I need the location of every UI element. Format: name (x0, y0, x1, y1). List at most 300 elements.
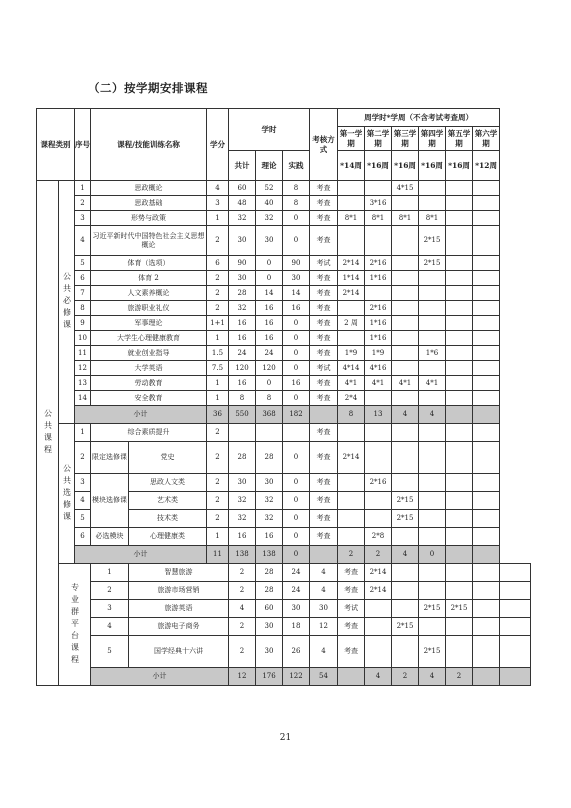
cell-semester-5 (446, 271, 473, 286)
table-row (37, 474, 531, 492)
cell-semester-3: 4 (419, 668, 446, 686)
cell-semester-4: 8*1 (419, 211, 446, 226)
cell-course-name: 劳动教育 (91, 376, 207, 391)
cell-semester-5 (446, 196, 473, 211)
semester-6-weeks: *12周 (473, 151, 500, 181)
cell-semester-6 (473, 181, 500, 196)
cell-practice: 4 (310, 636, 338, 668)
cell-credit: 2 (229, 564, 256, 582)
cell-theory: 32 (256, 492, 283, 510)
semester-5-label: 第五学期 (446, 127, 473, 151)
cell-course-name: 思政基础 (91, 196, 207, 211)
semester-6-label: 第六学期 (473, 127, 500, 151)
cell-exam: 考查 (310, 492, 338, 510)
cell-semester-4 (419, 196, 446, 211)
table-row (37, 181, 531, 196)
cell-semester-5 (446, 316, 473, 331)
cell-exam: 考查 (310, 442, 338, 474)
cell-course-name: 旅游电子商务 (129, 618, 229, 636)
cell-semester-3 (392, 331, 419, 346)
cell-total: 60 (229, 181, 256, 196)
table-row (37, 301, 531, 316)
cell-practice: 12 (310, 618, 338, 636)
cell-no: 6 (75, 528, 91, 546)
cell-total: 48 (229, 196, 256, 211)
cell-theory: 30 (283, 600, 310, 618)
cell-credit: 6 (207, 256, 229, 271)
cell-practice: 0 (283, 474, 310, 492)
cell-course-name: 军事理论 (91, 316, 207, 331)
cell-practice: 0 (283, 361, 310, 376)
cell-semester-3: 4*1 (392, 376, 419, 391)
cell-credit: 1+1 (207, 316, 229, 331)
cell-course-name: 技术类 (129, 510, 207, 528)
cell-no: 1 (91, 564, 129, 582)
cell-practice: 8 (283, 196, 310, 211)
table-row (37, 316, 531, 331)
cell-credit: 2 (207, 271, 229, 286)
cell-semester-3 (392, 528, 419, 546)
group-platform-courses: 专业群平台课程 (59, 564, 91, 686)
cell-practice: 0 (283, 510, 310, 528)
cell-semester-4: 4*1 (419, 376, 446, 391)
cell-semester-5 (446, 528, 473, 546)
cell-total: 138 (229, 546, 256, 564)
cell-theory: 52 (256, 181, 283, 196)
cell-exam: 考试 (338, 600, 365, 618)
cell-semester-6 (473, 271, 500, 286)
cell-total: 16 (229, 331, 256, 346)
cell-semester-6 (473, 391, 500, 406)
cell-semester-3 (392, 286, 419, 301)
cell-semester-6 (473, 546, 500, 564)
cell-exam: 考试 (310, 256, 338, 271)
cell-course-name: 形势与政策 (91, 211, 207, 226)
cell-theory: 32 (256, 211, 283, 226)
cell-theory: 28 (256, 442, 283, 474)
cell-practice: 0 (283, 442, 310, 474)
cell-credit: 1 (207, 391, 229, 406)
cell-practice: 54 (310, 668, 338, 686)
cell-semester-2 (392, 582, 419, 600)
cell-course-name: 习近平新时代中国特色社会主义思想概论 (91, 226, 207, 256)
cell-semester-5 (446, 226, 473, 256)
cell-exam: 考查 (310, 346, 338, 361)
cell-semester-1 (365, 600, 392, 618)
cell-semester-3: 4 (392, 546, 419, 564)
cell-credit: 2 (229, 582, 256, 600)
cell-no: 13 (75, 376, 91, 391)
cell-credit: 2 (207, 492, 229, 510)
table-row (37, 391, 531, 406)
cell-semester-6 (473, 528, 500, 546)
cell-semester-1 (365, 618, 392, 636)
cell-theory: 16 (256, 301, 283, 316)
cell-total: 32 (229, 211, 256, 226)
cell-total: 28 (256, 582, 283, 600)
cell-semester-2: 1*16 (365, 271, 392, 286)
cell-practice: 0 (283, 331, 310, 346)
cell-no: 1 (75, 424, 91, 442)
cell-semester-1 (338, 492, 365, 510)
cell-course-name: 党史 (129, 442, 207, 474)
cell-semester-6 (473, 331, 500, 346)
table-row (37, 211, 531, 226)
cell-practice: 0 (283, 346, 310, 361)
cell-semester-5 (446, 424, 473, 442)
cell-semester-6 (473, 492, 500, 510)
header-hours: 学时 (229, 109, 310, 151)
cell-semester-4: 2*15 (419, 256, 446, 271)
cell-semester-5 (446, 474, 473, 492)
cell-no: 4 (75, 226, 91, 256)
semester-3-weeks: *16周 (392, 151, 419, 181)
cell-theory: 0 (256, 271, 283, 286)
cell-semester-3 (392, 424, 419, 442)
cell-total: 16 (229, 376, 256, 391)
cell-semester-4 (419, 316, 446, 331)
cell-credit: 4 (207, 181, 229, 196)
header-category: 课程类别 (37, 109, 75, 181)
cell-total: 24 (229, 346, 256, 361)
section-title: （二）按学期安排课程 (88, 81, 208, 95)
subtotal-label: 小计 (75, 546, 207, 564)
cell-semester-2: 2*16 (365, 474, 392, 492)
cell-credit: 11 (207, 546, 229, 564)
cell-credit: 2 (229, 636, 256, 668)
cell-semester-1: 2*14 (365, 564, 392, 582)
cell-semester-6 (473, 211, 500, 226)
cell-semester-5 (446, 391, 473, 406)
header-hours-total: 共计 (229, 151, 256, 181)
cell-semester-2: 4*1 (365, 376, 392, 391)
cell-no: 11 (75, 346, 91, 361)
cell-semester-3: 2*15 (419, 636, 446, 668)
cell-course-name: 体育 2 (91, 271, 207, 286)
cell-semester-3 (392, 226, 419, 256)
cell-semester-2 (365, 226, 392, 256)
table-row (37, 442, 531, 474)
cell-semester-1 (338, 181, 365, 196)
cell-course-name: 就业创业指导 (91, 346, 207, 361)
cell-course-name: 旅游英语 (129, 600, 229, 618)
cell-practice: 16 (283, 301, 310, 316)
semester-1-label: 第一学期 (338, 127, 365, 151)
cell-total: 8 (229, 391, 256, 406)
cell-credit: 3 (207, 196, 229, 211)
cell-no: 6 (75, 271, 91, 286)
cell-semester-2 (365, 510, 392, 528)
cell-theory: 16 (256, 528, 283, 546)
cell-semester-6 (473, 226, 500, 256)
cell-credit: 2 (207, 301, 229, 316)
cell-practice: 14 (283, 286, 310, 301)
cell-course-name: 心理健康类 (129, 528, 207, 546)
cell-semester-3 (392, 271, 419, 286)
cell-no: 10 (75, 331, 91, 346)
table-row (37, 331, 531, 346)
cell-semester-3 (392, 316, 419, 331)
cell-semester-5 (446, 546, 473, 564)
cell-theory: 368 (256, 406, 283, 424)
cell-exam: 考查 (338, 618, 365, 636)
cell-semester-1 (338, 226, 365, 256)
cell-semester-4: 0 (419, 546, 446, 564)
cell-exam: 考查 (310, 528, 338, 546)
cell-practice: 30 (283, 271, 310, 286)
cell-semester-4 (419, 510, 446, 528)
cell-semester-3 (392, 474, 419, 492)
cell-semester-2 (392, 636, 419, 668)
cell-semester-3 (419, 618, 446, 636)
cell-total: 28 (229, 442, 256, 474)
cell-exam: 考查 (338, 564, 365, 582)
cell-semester-2: 2 (365, 546, 392, 564)
subgroup-limited-elective: 限定选修课 (91, 442, 129, 474)
cell-semester-5 (473, 600, 500, 618)
cell-total: 32 (229, 510, 256, 528)
cell-semester-4: 1*6 (419, 346, 446, 361)
cell-semester-6 (500, 564, 531, 582)
cell-exam: 考查 (310, 474, 338, 492)
cell-no: 9 (75, 316, 91, 331)
cell-semester-4: 4 (419, 406, 446, 424)
cell-semester-2: 1*9 (365, 346, 392, 361)
semester-2-weeks: *16周 (365, 151, 392, 181)
semester-4-label: 第四学期 (419, 127, 446, 151)
group-public-elective: 公共选修课 (59, 424, 75, 564)
cell-semester-1 (338, 474, 365, 492)
cell-semester-1 (338, 510, 365, 528)
header-hours-theory: 理论 (256, 151, 283, 181)
header-weekly: 周学时*学周（不含考试考查周） (338, 109, 500, 127)
cell-course-name: 艺术类 (129, 492, 207, 510)
cell-semester-1: 4*14 (338, 361, 365, 376)
cell-semester-3 (392, 346, 419, 361)
cell-course-name: 国学经典十六讲 (129, 636, 229, 668)
cell-no: 5 (75, 510, 91, 528)
cell-theory: 40 (256, 196, 283, 211)
cell-credit: 2 (207, 424, 229, 442)
cell-exam: 考查 (338, 582, 365, 600)
cell-semester-2: 13 (365, 406, 392, 424)
semester-5-weeks: *16周 (446, 151, 473, 181)
cell-theory: 138 (256, 546, 283, 564)
cell-semester-3: 8*1 (392, 211, 419, 226)
cell-no: 14 (75, 391, 91, 406)
cell-semester-1: 2*14 (338, 256, 365, 271)
cell-theory: 18 (283, 618, 310, 636)
cell-total: 90 (229, 256, 256, 271)
semester-1-weeks: *14周 (338, 151, 365, 181)
cell-total: 30 (256, 618, 283, 636)
subgroup-mandatory-module: 必选模块 (91, 528, 129, 546)
cell-semester-4 (419, 181, 446, 196)
cell-practice: 0 (283, 492, 310, 510)
cell-semester-6 (473, 474, 500, 492)
cell-theory: 32 (256, 510, 283, 528)
cell-semester-5 (446, 211, 473, 226)
cell-practice: 30 (310, 600, 338, 618)
table-row (37, 564, 531, 582)
cell-semester-4 (419, 424, 446, 442)
page-number: 21 (279, 733, 292, 743)
cell-exam: 考查 (310, 510, 338, 528)
cell-semester-2: 8*1 (365, 211, 392, 226)
cell-exam (310, 546, 338, 564)
cell-semester-2: 2 (392, 668, 419, 686)
cell-total: 120 (229, 361, 256, 376)
cell-semester-2: 4*16 (365, 361, 392, 376)
semester-3-label: 第三学期 (392, 127, 419, 151)
cell-credit: 1 (207, 331, 229, 346)
cell-semester-5 (473, 618, 500, 636)
cell-semester-1: 2*14 (338, 286, 365, 301)
cell-semester-3: 2*15 (392, 492, 419, 510)
cell-credit: 1 (207, 211, 229, 226)
table-row (37, 582, 531, 600)
cell-practice: 4 (310, 564, 338, 582)
cell-course-name: 旅游职业礼仪 (91, 301, 207, 316)
cell-semester-2 (365, 391, 392, 406)
cell-semester-2 (365, 442, 392, 474)
cell-semester-1: 2 周 (338, 316, 365, 331)
cell-semester-2 (365, 286, 392, 301)
cell-theory: 30 (256, 226, 283, 256)
cell-practice: 4 (310, 582, 338, 600)
cell-total: 16 (229, 316, 256, 331)
table-row (37, 196, 531, 211)
cell-semester-5 (473, 668, 500, 686)
group-public-courses: 公共课程 (37, 181, 59, 686)
cell-semester-6 (500, 668, 531, 686)
cell-exam: 考查 (310, 211, 338, 226)
cell-no: 3 (75, 474, 91, 492)
cell-no: 3 (75, 211, 91, 226)
cell-exam (338, 668, 365, 686)
cell-semester-2: 1*16 (365, 316, 392, 331)
cell-semester-4 (419, 474, 446, 492)
cell-semester-5 (473, 582, 500, 600)
cell-semester-5 (446, 181, 473, 196)
cell-semester-6 (473, 442, 500, 474)
table-row (37, 361, 531, 376)
cell-semester-5 (446, 256, 473, 271)
table-row (37, 636, 531, 668)
table-row (37, 256, 531, 271)
cell-semester-4: 2*15 (446, 600, 473, 618)
cell-course-name: 大学英语 (91, 361, 207, 376)
table-row (37, 600, 531, 618)
cell-no: 8 (75, 301, 91, 316)
cell-total (229, 424, 256, 442)
cell-exam: 考查 (310, 391, 338, 406)
cell-semester-3 (392, 196, 419, 211)
cell-total: 550 (229, 406, 256, 424)
cell-practice (283, 424, 310, 442)
cell-no: 2 (75, 442, 91, 474)
cell-theory: 16 (256, 331, 283, 346)
cell-theory: 120 (256, 361, 283, 376)
cell-semester-6 (500, 618, 531, 636)
cell-exam: 考查 (310, 316, 338, 331)
cell-semester-6 (500, 636, 531, 668)
cell-theory: 14 (256, 286, 283, 301)
cell-semester-3: 4*15 (392, 181, 419, 196)
cell-theory: 16 (256, 316, 283, 331)
table-row (37, 286, 531, 301)
semester-2-label: 第二学期 (365, 127, 392, 151)
cell-practice: 0 (283, 226, 310, 256)
cell-course-name: 思政人文类 (129, 474, 207, 492)
cell-semester-2: 1*16 (365, 331, 392, 346)
cell-total: 30 (229, 226, 256, 256)
cell-theory: 24 (283, 564, 310, 582)
cell-no: 7 (75, 286, 91, 301)
cell-semester-3 (419, 564, 446, 582)
cell-exam: 考查 (310, 286, 338, 301)
cell-semester-3 (392, 442, 419, 474)
cell-exam: 考查 (310, 196, 338, 211)
subtotal-row (37, 406, 531, 424)
cell-credit: 2 (207, 510, 229, 528)
cell-semester-2 (392, 564, 419, 582)
cell-semester-1 (338, 424, 365, 442)
cell-semester-5 (446, 286, 473, 301)
cell-semester-5 (446, 510, 473, 528)
cell-semester-4 (419, 442, 446, 474)
cell-semester-4 (446, 582, 473, 600)
cell-theory: 122 (283, 668, 310, 686)
header-hours-practice: 实践 (283, 151, 310, 181)
cell-semester-6 (473, 424, 500, 442)
cell-semester-1: 4 (365, 668, 392, 686)
subtotal-row (37, 546, 531, 564)
cell-semester-4 (419, 286, 446, 301)
cell-practice: 0 (283, 528, 310, 546)
cell-credit: 2 (207, 442, 229, 474)
cell-practice: 90 (283, 256, 310, 271)
cell-total: 32 (229, 301, 256, 316)
cell-credit: 12 (229, 668, 256, 686)
header-credits: 学分 (207, 109, 229, 181)
cell-semester-2: 2*16 (365, 256, 392, 271)
cell-total: 30 (229, 474, 256, 492)
cell-total: 30 (229, 271, 256, 286)
cell-semester-3 (392, 361, 419, 376)
cell-theory: 0 (256, 376, 283, 391)
cell-total: 30 (256, 636, 283, 668)
cell-semester-1 (338, 301, 365, 316)
cell-semester-4 (446, 618, 473, 636)
cell-semester-1 (338, 528, 365, 546)
table-row (37, 528, 531, 546)
cell-semester-1: 8*1 (338, 211, 365, 226)
cell-semester-4 (419, 492, 446, 510)
cell-total: 176 (256, 668, 283, 686)
cell-semester-2 (365, 492, 392, 510)
cell-semester-5 (473, 564, 500, 582)
cell-exam: 考查 (310, 301, 338, 316)
cell-exam: 考查 (310, 424, 338, 442)
cell-semester-6 (473, 301, 500, 316)
cell-credit: 36 (207, 406, 229, 424)
cell-semester-6 (473, 286, 500, 301)
cell-practice: 182 (283, 406, 310, 424)
cell-exam (310, 406, 338, 424)
cell-semester-4: 2*15 (419, 226, 446, 256)
cell-credit: 1 (207, 376, 229, 391)
